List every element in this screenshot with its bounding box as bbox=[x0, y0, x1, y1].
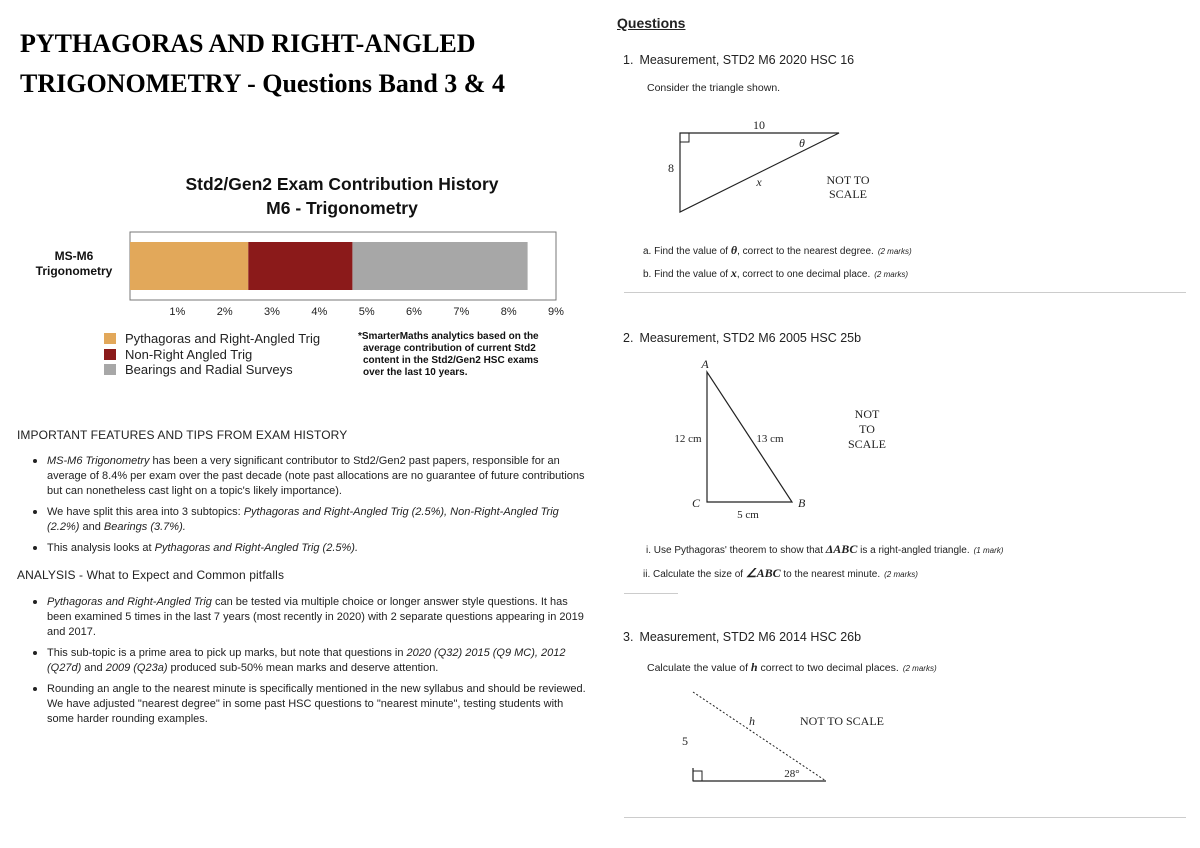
analysis-heading: ANALYSIS - What to Expect and Common pitfalls bbox=[17, 568, 285, 582]
divider bbox=[624, 292, 1186, 293]
question-2-part-i bbox=[646, 542, 1003, 557]
question-3-title bbox=[623, 630, 861, 644]
list-item bbox=[17, 454, 592, 499]
tip-2-text-b: and bbox=[79, 521, 104, 533]
page-title-line-1: PYTHAGORAS AND RIGHT-ANGLED bbox=[20, 29, 476, 58]
x-tick-label: 2% bbox=[216, 306, 233, 318]
questions-section bbox=[616, 0, 1186, 848]
question-3-text bbox=[647, 660, 937, 675]
q1-right-angle-mark bbox=[680, 133, 689, 142]
question-1-title-text: Measurement, STD2 M6 2020 HSC 16 bbox=[639, 53, 855, 67]
question-1-title bbox=[623, 53, 854, 67]
tip-2-italic-1: Pythagoras and Right-Angled Trig (2.5%), Non-Right-Angled Trig (2.2%) bbox=[47, 506, 559, 533]
q1a-symbol: θ bbox=[730, 243, 738, 257]
tips-list bbox=[17, 454, 592, 556]
q3-angle-label: 28° bbox=[784, 768, 800, 780]
analysis-2-text-b: and bbox=[81, 662, 106, 674]
q2-vertex-b: B bbox=[798, 496, 806, 510]
q1-angle-label: θ bbox=[799, 136, 805, 150]
question-2-number: 2. bbox=[623, 331, 634, 345]
bar-segment-1 bbox=[130, 242, 248, 290]
questions-heading[interactable]: Questions bbox=[617, 15, 686, 31]
list-item bbox=[17, 682, 592, 727]
question-1-number: 1. bbox=[623, 53, 634, 67]
question-2-triangle-diagram bbox=[666, 355, 906, 525]
q2i-text-pre: i. Use Pythagoras' theorem to show that bbox=[646, 545, 826, 556]
analysis-3-text: Rounding an angle to the nearest minute is specifically mentioned in the new syllabus and should be reviewed. We have adjusted "nearest degree" in some past HSC questions to "nearest minute", testing students with some harder rounding examples. bbox=[47, 683, 586, 725]
chart-note-line-1: *SmarterMaths analytics based on the bbox=[358, 331, 539, 342]
q2i-symbol: ΔABC bbox=[825, 542, 858, 556]
q2ii-marks: (2 marks) bbox=[884, 570, 918, 579]
chart-ylabel-line-1: MS-M6 bbox=[54, 249, 94, 263]
chart-note-line-3: content in the Std2/Gen2 HSC exams bbox=[363, 355, 539, 366]
q1-side-left-label: 8 bbox=[668, 161, 674, 175]
x-tick-label: 1% bbox=[169, 306, 186, 318]
x-tick-label: 8% bbox=[500, 306, 517, 318]
page-title-line-2: TRIGONOMETRY - Questions Band 3 & 4 bbox=[20, 69, 505, 98]
q3-text-pre: Calculate the value of bbox=[647, 662, 751, 674]
x-tick-label: 3% bbox=[264, 306, 280, 318]
list-item bbox=[17, 505, 592, 535]
x-tick-label: 6% bbox=[406, 306, 422, 318]
bar-segment-3 bbox=[353, 242, 528, 290]
legend-swatch-bearings bbox=[104, 364, 116, 375]
q3-side-label: 5 bbox=[682, 734, 688, 748]
chart-svg bbox=[18, 168, 588, 390]
bar-segment-2 bbox=[248, 242, 352, 290]
q1-hypotenuse-label: x bbox=[756, 175, 762, 189]
q2ii-text-pre: ii. Calculate the size of bbox=[643, 569, 746, 580]
q1a-text-post: , correct to the nearest degree. bbox=[737, 246, 874, 257]
tip-3-text: This analysis looks at bbox=[47, 542, 155, 554]
q2-side-cb-label: 5 cm bbox=[737, 509, 759, 521]
chart-note-line-4: over the last 10 years. bbox=[363, 367, 468, 378]
chart-bars bbox=[130, 242, 528, 290]
q2-vertex-c: C bbox=[691, 496, 701, 510]
question-2-title bbox=[623, 331, 861, 345]
q3-symbol: h bbox=[750, 660, 758, 674]
question-2-part-ii bbox=[643, 566, 918, 581]
question-2-title-text: Measurement, STD2 M6 2005 HSC 25b bbox=[639, 331, 862, 345]
q2ii-symbol: ∠ABC bbox=[745, 566, 781, 580]
x-tick-label: 5% bbox=[358, 306, 375, 318]
question-1-triangle-diagram bbox=[656, 112, 896, 220]
question-3-number: 3. bbox=[623, 630, 634, 644]
legend-swatch-pythagoras bbox=[104, 333, 116, 344]
chart-legend bbox=[104, 331, 320, 377]
q3-not-to-scale: NOT TO SCALE bbox=[799, 714, 885, 728]
x-tick-label: 4% bbox=[311, 306, 328, 318]
q1a-text-pre: a. Find the value of bbox=[643, 246, 731, 257]
q1-not-to-scale-1: NOT TO bbox=[826, 173, 870, 187]
q1b-marks: (2 marks) bbox=[874, 270, 909, 279]
question-1-part-b bbox=[643, 266, 908, 281]
q3-hypotenuse-label: h bbox=[749, 714, 755, 728]
q2-to-label: TO bbox=[859, 422, 875, 436]
exam-contribution-chart bbox=[18, 168, 588, 390]
analysis-2-text-c: produced sub-50% mean marks and deserve attention. bbox=[167, 662, 439, 674]
q2-side-ac-label: 12 cm bbox=[674, 433, 702, 445]
analysis-2-italic-1: 2020 (Q32) 2015 (Q9 MC), 2012 (Q27d) bbox=[47, 647, 566, 674]
legend-label-pythagoras: Pythagoras and Right-Angled Trig bbox=[125, 331, 321, 346]
analysis-1-italic: Pythagoras and Right-Angled Trig bbox=[47, 596, 212, 608]
analysis-1-text: can be tested via multiple choice or longer answer style questions. It has been examined 5 times in the last 7 years (most recently in 2020) with 2 separate questions appearing in 2019 and 2017. bbox=[47, 596, 584, 638]
question-1-part-a bbox=[643, 243, 912, 258]
chart-title-line-2: M6 - Trigonometry bbox=[266, 198, 418, 218]
divider bbox=[624, 593, 678, 594]
legend-label-bearings: Bearings and Radial Surveys bbox=[125, 362, 293, 377]
legend-label-non-right: Non-Right Angled Trig bbox=[125, 347, 253, 362]
legend-swatch-non-right bbox=[104, 349, 116, 360]
chart-title-line-1: Std2/Gen2 Exam Contribution History bbox=[185, 174, 499, 194]
q2-not-label: NOT bbox=[854, 407, 880, 421]
q2i-text-post: is a right-angled triangle. bbox=[857, 545, 970, 556]
q1b-text-pre: b. Find the value of bbox=[643, 269, 731, 280]
q3-marks: (2 marks) bbox=[902, 664, 937, 673]
q1b-text-post: , correct to one decimal place. bbox=[736, 269, 871, 280]
q2-scale-label: SCALE bbox=[847, 437, 887, 451]
q2ii-text-post: to the nearest minute. bbox=[780, 569, 881, 580]
page-title bbox=[20, 24, 600, 104]
q3-right-angle-mark bbox=[693, 771, 702, 781]
chart-x-ticks bbox=[169, 306, 564, 318]
analysis-2-italic-2: 2009 (Q23a) bbox=[105, 662, 168, 674]
chart-note bbox=[358, 331, 539, 378]
divider bbox=[624, 817, 1186, 818]
question-1-text: Consider the triangle shown. bbox=[647, 82, 781, 94]
tip-1-text: has been a very significant contributor to Std2/Gen2 past papers, responsible for an average of 8.4% per exam over the past decade (note past allocations are no guarantee of future contributions but can nonetheless cast light on a topic's likely importance). bbox=[47, 455, 585, 497]
q1-side-top-label: 10 bbox=[753, 118, 765, 132]
q3-text-post: correct to two decimal places. bbox=[757, 662, 899, 674]
q1b-symbol: x bbox=[730, 266, 737, 280]
list-item bbox=[17, 595, 592, 640]
tip-1-italic: MS-M6 Trigonometry bbox=[47, 455, 150, 467]
analysis-2-text-a: This sub-topic is a prime area to pick up marks, but note that questions in bbox=[47, 647, 407, 659]
x-tick-label: 9% bbox=[548, 306, 564, 318]
x-tick-label: 7% bbox=[453, 306, 470, 318]
q2-side-ab-label: 13 cm bbox=[756, 433, 784, 445]
exam-tips-section bbox=[17, 428, 592, 733]
question-3-title-text: Measurement, STD2 M6 2014 HSC 26b bbox=[639, 630, 862, 644]
tips-heading: IMPORTANT FEATURES AND TIPS FROM EXAM HISTORY bbox=[17, 428, 348, 442]
tip-2-text-a: We have split this area into 3 subtopics: bbox=[47, 506, 244, 518]
chart-ylabel-line-2: Trigonometry bbox=[35, 264, 113, 278]
list-item bbox=[17, 646, 592, 676]
q2-vertex-a: A bbox=[701, 357, 709, 371]
question-3-triangle-diagram bbox=[676, 688, 916, 788]
list-item bbox=[17, 541, 592, 556]
q3-hypotenuse-line bbox=[693, 692, 826, 781]
chart-note-line-2: average contribution of current Std2 bbox=[363, 343, 536, 354]
q1-not-to-scale-2: SCALE bbox=[828, 187, 868, 201]
analysis-list bbox=[17, 595, 592, 727]
tip-3-italic: Pythagoras and Right-Angled Trig (2.5%). bbox=[154, 542, 359, 554]
q1-triangle bbox=[680, 133, 839, 212]
q2i-marks: (1 mark) bbox=[973, 546, 1004, 555]
tip-2-italic-2: Bearings (3.7%). bbox=[103, 521, 186, 533]
q1a-marks: (2 marks) bbox=[877, 247, 912, 256]
